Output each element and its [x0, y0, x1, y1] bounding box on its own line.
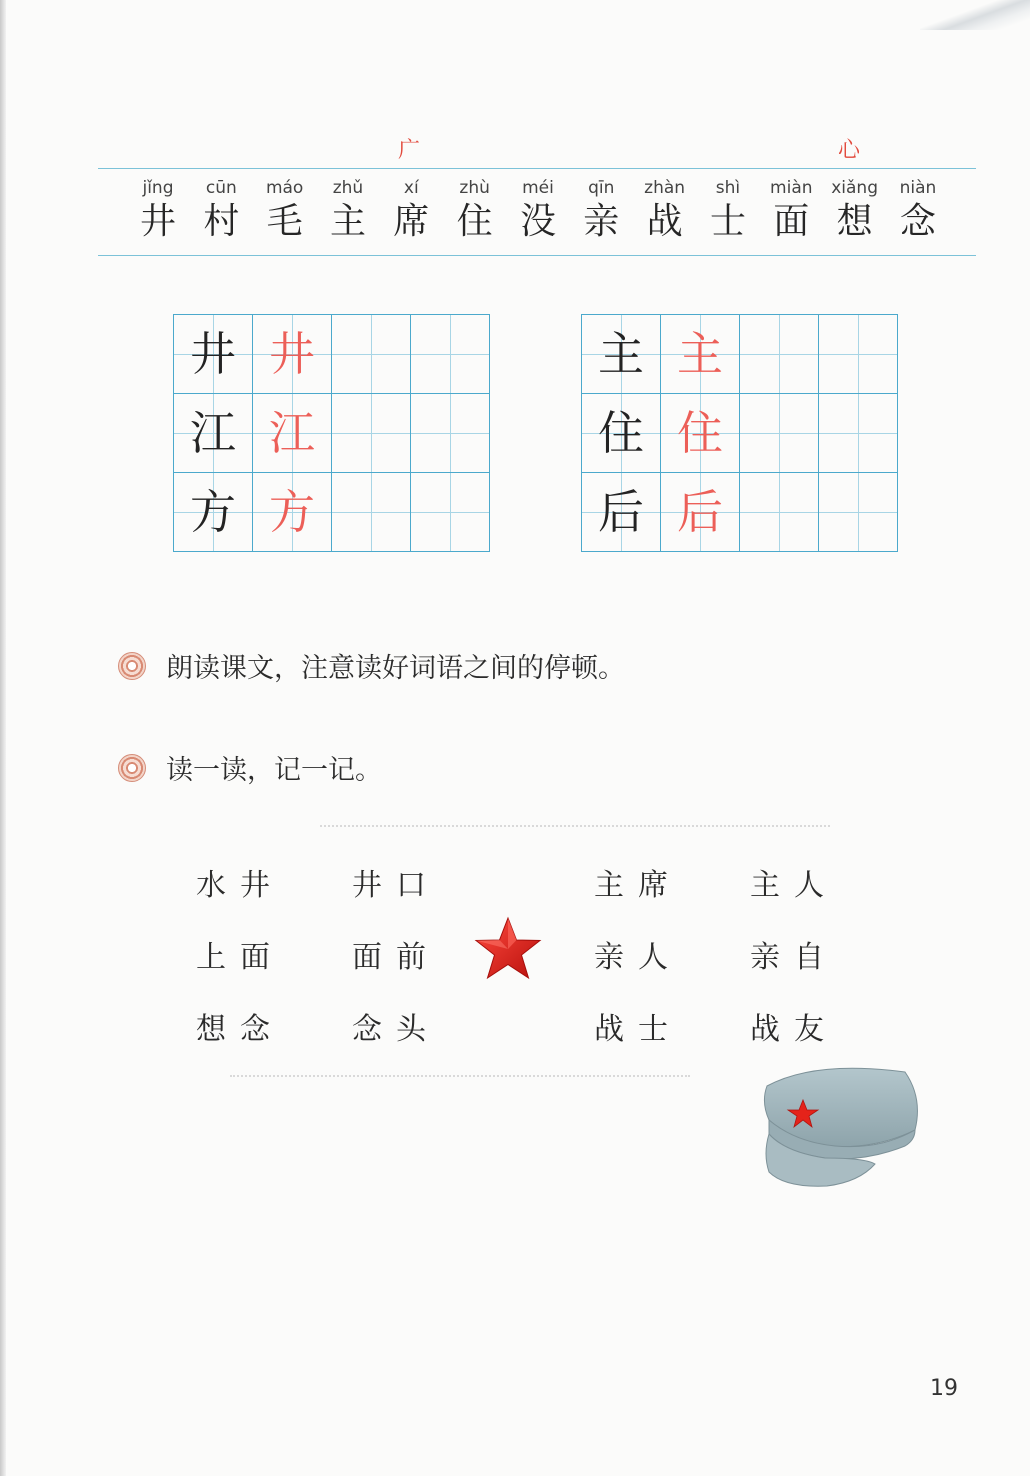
radical-hint-guang: 广	[398, 138, 421, 163]
grid-cell	[582, 394, 661, 473]
hanzi: 没	[519, 201, 556, 242]
pinyin: miàn	[770, 178, 813, 198]
hanzi: 主	[329, 201, 366, 242]
word-item: 亲人	[594, 940, 682, 975]
char-item	[508, 176, 568, 244]
practice-cell[interactable]	[332, 473, 411, 552]
practice-cell[interactable]	[411, 394, 490, 473]
grid-cell	[582, 473, 661, 552]
task-read-aloud	[118, 646, 625, 685]
trace-char: 住	[677, 406, 723, 460]
model-char: 江	[190, 406, 236, 460]
trace-char: 江	[269, 406, 315, 460]
task-bullet-icon	[118, 652, 146, 680]
pinyin: xí	[403, 178, 419, 198]
char-item	[698, 176, 758, 244]
hanzi: 战	[646, 201, 683, 242]
char-item	[255, 176, 315, 244]
word-item: 面前	[352, 940, 440, 975]
writing-grid-right	[581, 314, 898, 552]
grid-cell	[582, 315, 661, 394]
practice-cell[interactable]	[411, 315, 490, 394]
pinyin: zhàn	[644, 178, 686, 198]
new-characters-row	[128, 176, 948, 244]
army-cap-icon	[755, 1058, 925, 1193]
model-char: 方	[190, 485, 236, 539]
dotted-divider	[320, 825, 830, 827]
trace-char: 井	[269, 327, 315, 381]
word-item: 战士	[594, 1012, 682, 1047]
trace-char: 主	[677, 327, 723, 381]
char-item	[825, 176, 885, 244]
hanzi: 面	[773, 201, 810, 242]
word-item: 主人	[750, 868, 838, 903]
char-item	[191, 176, 251, 244]
practice-cell[interactable]	[332, 315, 411, 394]
char-item	[761, 176, 821, 244]
pinyin: jǐng	[142, 178, 174, 198]
word-item: 念头	[352, 1012, 440, 1047]
page-edge	[0, 0, 6, 1476]
practice-cell[interactable]	[740, 315, 819, 394]
char-item	[888, 176, 948, 244]
trace-char: 方	[269, 485, 315, 539]
word-item: 亲自	[750, 940, 838, 975]
task-bullet-icon	[118, 754, 146, 782]
hanzi: 井	[139, 201, 176, 242]
pinyin: máo	[265, 178, 304, 198]
practice-cell[interactable]	[819, 394, 898, 473]
page-number: 19	[930, 1376, 958, 1401]
task-text: 朗读课文，注意读好词语之间的停顿。	[166, 653, 625, 684]
practice-cell[interactable]	[819, 315, 898, 394]
practice-cell[interactable]	[819, 473, 898, 552]
grid-cell	[253, 315, 332, 394]
hanzi: 毛	[266, 201, 303, 242]
trace-char: 后	[677, 485, 723, 539]
dotted-divider	[230, 1075, 690, 1077]
writing-grid-left	[173, 314, 490, 552]
char-item	[571, 176, 631, 244]
hanzi: 亲	[583, 201, 620, 242]
pinyin: zhǔ	[332, 178, 364, 198]
practice-cell[interactable]	[740, 394, 819, 473]
pinyin: qīn	[588, 178, 615, 198]
hanzi: 住	[456, 201, 493, 242]
hanzi: 念	[899, 201, 936, 242]
radical-hint-xin: 心	[838, 138, 861, 163]
word-item: 水井	[196, 868, 284, 903]
word-item: 想念	[196, 1012, 284, 1047]
char-item	[128, 176, 188, 244]
grid-cell	[661, 315, 740, 394]
divider-top	[98, 168, 976, 169]
grid-cell	[174, 394, 253, 473]
grid-cell	[253, 394, 332, 473]
task-read-remember	[118, 748, 382, 787]
model-char: 主	[598, 327, 644, 381]
char-item	[445, 176, 505, 244]
hanzi: 席	[393, 201, 430, 242]
page-corner-curl	[920, 0, 1030, 30]
word-item: 主席	[594, 868, 682, 903]
hanzi: 士	[709, 201, 746, 242]
hanzi: 想	[836, 201, 873, 242]
grid-cell	[661, 473, 740, 552]
char-item	[635, 176, 695, 244]
pinyin: xiǎng	[831, 178, 878, 198]
practice-cell[interactable]	[740, 473, 819, 552]
model-char: 井	[190, 327, 236, 381]
pinyin: méi	[522, 178, 554, 198]
practice-cell[interactable]	[411, 473, 490, 552]
red-star-icon	[473, 916, 543, 982]
char-item	[381, 176, 441, 244]
char-item	[318, 176, 378, 244]
pinyin: cūn	[205, 178, 237, 198]
pinyin: shì	[715, 178, 741, 198]
model-char: 住	[598, 406, 644, 460]
word-item: 井口	[352, 868, 440, 903]
pinyin: niàn	[899, 178, 937, 198]
hanzi: 村	[203, 201, 240, 242]
grid-cell	[253, 473, 332, 552]
model-char: 后	[598, 485, 644, 539]
grid-cell	[661, 394, 740, 473]
grid-cell	[174, 473, 253, 552]
practice-cell[interactable]	[332, 394, 411, 473]
divider-bottom	[98, 255, 976, 256]
pinyin: zhù	[459, 178, 490, 198]
word-item: 上面	[196, 940, 284, 975]
task-text: 读一读，记一记。	[166, 755, 382, 786]
word-item: 战友	[750, 1012, 838, 1047]
grid-cell	[174, 315, 253, 394]
